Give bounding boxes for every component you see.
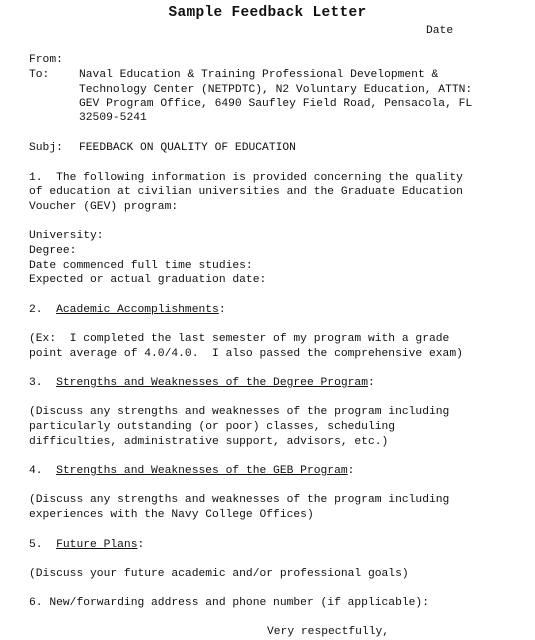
field-degree: Degree:	[29, 245, 77, 257]
section-title: Strengths and Weaknesses of the GEB Program	[56, 465, 348, 477]
paragraph-1-line: 1. The following information is provided concerning the quality	[29, 172, 463, 184]
letter-title: Sample Feedback Letter	[168, 5, 367, 21]
section-heading: 4. Strengths and Weaknesses of the GEB Program:	[29, 465, 355, 477]
section-number: 3.	[29, 377, 43, 389]
section-body-line: (Discuss any strengths and weaknesses of the program including	[29, 406, 450, 418]
paragraph-1-line: of education at civilian universities and the Graduate Education	[29, 186, 463, 198]
to-address-line: 32509-5241	[79, 112, 147, 124]
section-body-line: (Discuss your future academic and/or professional goals)	[29, 568, 409, 580]
section-body-line: difficulties, administrative support, advisors, etc.)	[29, 436, 389, 448]
field-university: University:	[29, 230, 104, 242]
section-body-line: (Discuss any strengths and weaknesses of the program including	[29, 494, 450, 506]
to-address-line: Technology Center (NETPDTC), N2 Voluntary Education, ATTN:	[79, 84, 473, 96]
section-body-line: particularly outstanding (or poor) classes, scheduling	[29, 421, 396, 433]
field-graduation-date: Expected or actual graduation date:	[29, 274, 267, 286]
section-number: 4.	[29, 465, 43, 477]
section-body-line: experiences with the Navy College Offices)	[29, 509, 314, 521]
section-title: Strengths and Weaknesses of the Degree Program	[56, 377, 368, 389]
to-address-line: GEV Program Office, 6490 Saufley Field Road, Pensacola, FL	[79, 98, 473, 110]
from-label: From:	[29, 54, 63, 66]
closing: Very respectfully,	[267, 626, 390, 638]
date-label: Date	[426, 25, 454, 37]
section-body-line: (Ex: I completed the last semester of my program with a grade	[29, 333, 450, 345]
subject-text: FEEDBACK ON QUALITY OF EDUCATION	[79, 142, 296, 154]
section-title: Academic Accomplishments	[56, 304, 219, 316]
section-heading: 2. Academic Accomplishments:	[29, 304, 226, 316]
section-heading: 3. Strengths and Weaknesses of the Degree Program:	[29, 377, 375, 389]
section-number: 5.	[29, 539, 43, 551]
field-date-commenced: Date commenced full time studies:	[29, 260, 253, 272]
section-body-line: point average of 4.0/4.0. I also passed the comprehensive exam)	[29, 348, 463, 360]
to-label: To:	[29, 69, 50, 81]
item-6-address: 6. New/forwarding address and phone number (if applicable):	[29, 597, 429, 609]
subject-label: Subj:	[29, 142, 63, 154]
section-heading: 5. Future Plans:	[29, 539, 145, 551]
paragraph-1-line: Voucher (GEV) program:	[29, 201, 179, 213]
section-title: Future Plans	[56, 539, 138, 551]
to-address-line: Naval Education & Training Professional Development &	[79, 69, 439, 81]
section-number: 2.	[29, 304, 43, 316]
